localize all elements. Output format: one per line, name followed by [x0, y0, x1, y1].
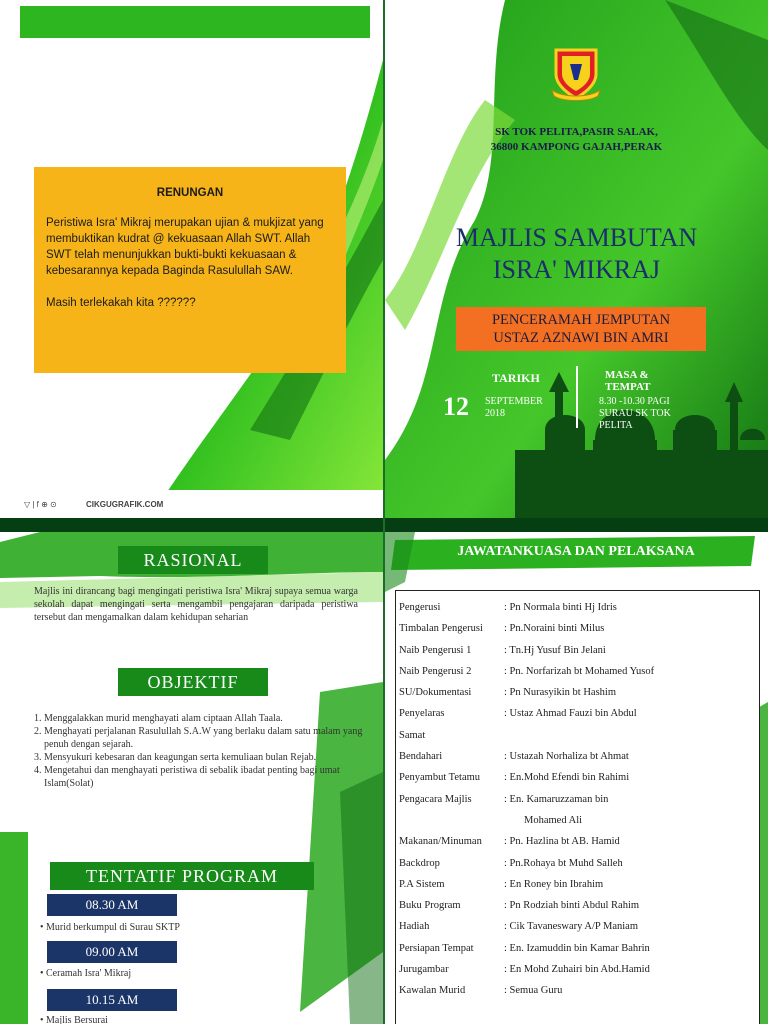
school-address-line1: SK TOK PELITA,PASIR SALAK, — [495, 126, 658, 138]
schedule-time: 08.30 AM — [47, 894, 177, 916]
front-cover-panel — [385, 0, 768, 518]
event-title-line1: MAJLIS SAMBUTAN — [455, 223, 698, 252]
committee-heading: JAWATANKUASA DAN PELAKSANA — [457, 544, 695, 559]
committee-role: Naib Pengerusi 2 — [399, 665, 472, 677]
inner-left-panel — [0, 532, 383, 1024]
committee-row — [399, 916, 759, 937]
school-address — [385, 125, 768, 155]
committee-member: : Tn.Hj Yusuf Bin Jelani — [504, 644, 606, 656]
committee-member: : En Mohd Zuhairi bin Abd.Hamid — [504, 964, 650, 976]
schedule-activity: • Ceramah Isra' Mikraj — [40, 968, 132, 979]
back-cover-panel — [0, 0, 383, 518]
venue-line2: PELITA — [599, 420, 633, 431]
objectives-heading: OBJEKTIF — [118, 668, 268, 696]
committee-member: : En. Kamaruzzaman bin — [504, 793, 609, 805]
reflection-box — [34, 167, 346, 373]
committee-row — [399, 853, 759, 874]
venue-details — [599, 396, 671, 432]
schedule-activity-text: Ceramah Isra' Mikraj — [46, 968, 132, 979]
committee-role: Penyelaras — [399, 708, 445, 720]
committee-row — [399, 789, 759, 810]
committee-box — [395, 590, 760, 1024]
footer-social-icons: ▽ | f ⊕ ⊙ — [24, 500, 57, 509]
info-divider — [576, 366, 578, 428]
committee-member: Mohamed Ali — [524, 814, 583, 826]
committee-role: Makanan/Minuman — [399, 836, 482, 848]
committee-role: Bendahari — [399, 751, 443, 763]
committee-row — [399, 938, 759, 959]
committee-member: : Pn. Norfarizah bt Mohamed Yusof — [504, 665, 655, 677]
committee-role: Samat — [399, 729, 426, 741]
schedule-activity-text: Murid berkumpul di Surau SKTP — [46, 922, 180, 933]
school-address-line2: 36800 KAMPONG GAJAH,PERAK — [490, 141, 663, 153]
reflection-title: RENUNGAN — [156, 187, 224, 199]
objective-item: 3. Mensyukuri kebesaran dan keagungan serta kemuliaan bulan Rejab. — [44, 751, 380, 764]
committee-role: Jurugambar — [399, 964, 449, 976]
rationale-heading: RASIONAL — [118, 546, 268, 574]
date-label: TARIKH — [492, 371, 540, 385]
committee-table — [396, 591, 759, 1002]
committee-row — [399, 959, 759, 980]
committee-member: : Pn. Hazlina bt AB. Hamid — [504, 836, 620, 848]
objective-item: 4. Mengetahui dan menghayati peristiwa di sebalik ibadat penting bagi umat Islam(Solat) — [44, 764, 380, 790]
schedule-activity: • Murid berkumpul di Surau SKTP — [40, 922, 180, 933]
event-time: 8.30 -10.30 PAGI — [599, 396, 670, 407]
committee-row — [399, 597, 759, 618]
committee-member: : Semua Guru — [504, 985, 563, 997]
schedule-time: 10.15 AM — [47, 989, 177, 1011]
committee-row — [399, 874, 759, 895]
committee-row — [399, 682, 759, 703]
school-crest-icon — [548, 44, 604, 104]
date-year: 2018 — [485, 408, 505, 419]
event-title — [385, 222, 768, 286]
committee-role: Timbalan Pengerusi — [399, 623, 483, 635]
venue-label: MASA & TEMPAT — [605, 369, 651, 393]
committee-row — [399, 725, 759, 746]
committee-role — [399, 810, 504, 831]
committee-member: : Pn Nurasyikin bt Hashim — [504, 687, 616, 699]
date-month: SEPTEMBER — [485, 396, 543, 407]
committee-role: SU/Dokumentasi — [399, 687, 472, 699]
speaker-name: USTAZ AZNAWI BIN AMRI — [493, 330, 669, 346]
committee-row — [399, 767, 759, 788]
committee-member: : Pn Normala binti Hj Idris — [504, 602, 617, 613]
footer-brand: CIKGUGRAFIK.COM — [86, 500, 164, 509]
venue-line1: SURAU SK TOK — [599, 408, 671, 419]
committee-role: Naib Pengerusi 1 — [399, 644, 472, 656]
committee-row — [399, 618, 759, 639]
objectives-list — [10, 712, 380, 790]
committee-role: Hadiah — [399, 921, 430, 933]
committee-role: Backdrop — [399, 857, 440, 869]
committee-role: Penyambut Tetamu — [399, 772, 481, 784]
schedule-activity-text: Majlis Bersurai — [46, 1015, 108, 1024]
date-day: 12 — [443, 392, 469, 421]
inner-right-panel — [385, 532, 768, 1024]
committee-role: Persiapan Tempat — [399, 942, 474, 954]
schedule-heading: TENTATIF PROGRAM — [50, 862, 314, 890]
committee-row — [399, 980, 759, 1001]
committee-row — [399, 895, 759, 916]
committee-row — [399, 831, 759, 852]
committee-member: : Ustazah Norhaliza bt Ahmat — [504, 751, 629, 763]
speaker-box — [456, 307, 706, 351]
committee-member: : En.Mohd Efendi bin Rahimi — [504, 772, 630, 784]
committee-role: Buku Program — [399, 900, 461, 912]
committee-member: : Cik Tavaneswary A/P Maniam — [504, 921, 638, 933]
committee-role: Pengacara Majlis — [399, 793, 472, 805]
objective-item: 1. Menggalakkan murid menghayati alam ciptaan Allah Taala. — [44, 712, 380, 725]
committee-member: : En. Izamuddin bin Kamar Bahrin — [504, 942, 650, 954]
reflection-body: Peristiwa Isra' Mikraj merupakan ujian & mukjizat yang membuktikan kudrat @ kekuasaan Allah SWT. Allah SWT telah menunjukkan bukti-bukti kekuasaan & kebesarannya kepada Baginda Rasulullah SAW. — [46, 217, 324, 277]
schedule-time: 09.00 AM — [47, 941, 177, 963]
date-month-year — [485, 396, 543, 420]
committee-row — [399, 661, 759, 682]
committee-row — [399, 640, 759, 661]
committee-member: : Pn Rodziah binti Abdul Rahim — [504, 900, 640, 912]
committee-role: P.A Sistem — [399, 878, 445, 890]
committee-member: : Ustaz Ahmad Fauzi bin Abdul — [504, 708, 637, 720]
committee-row — [399, 746, 759, 767]
rationale-body: Majlis ini dirancang bagi mengingati peristiwa Isra' Mikraj supaya semua warga sekolah dapat mengingati serta mengambil pengajaran daripada peristiwa tersebut dan mengamalkan dalam kehidupan seharian — [34, 586, 358, 623]
event-title-line2: ISRA' MIKRAJ — [492, 255, 661, 284]
committee-role: Pengerusi — [399, 602, 441, 613]
schedule-activity: • Majlis Bersurai — [40, 1015, 108, 1024]
committee-role: Kawalan Murid — [399, 985, 466, 997]
committee-member: : Pn.Noraini binti Milus — [504, 623, 605, 635]
committee-row — [399, 810, 759, 831]
objective-item: 2. Menghayati perjalanan Rasulullah S.A.W yang berlaku dalam satu malam yang penuh dengan sejarah. — [44, 725, 380, 751]
reflection-question: Masih terlekakah kita ?????? — [46, 297, 196, 309]
committee-row — [399, 703, 759, 724]
committee-member: : Pn.Rohaya bt Muhd Salleh — [504, 857, 623, 869]
committee-member: : En Roney bin Ibrahim — [504, 878, 604, 890]
speaker-label: PENCERAMAH JEMPUTAN — [491, 312, 671, 328]
